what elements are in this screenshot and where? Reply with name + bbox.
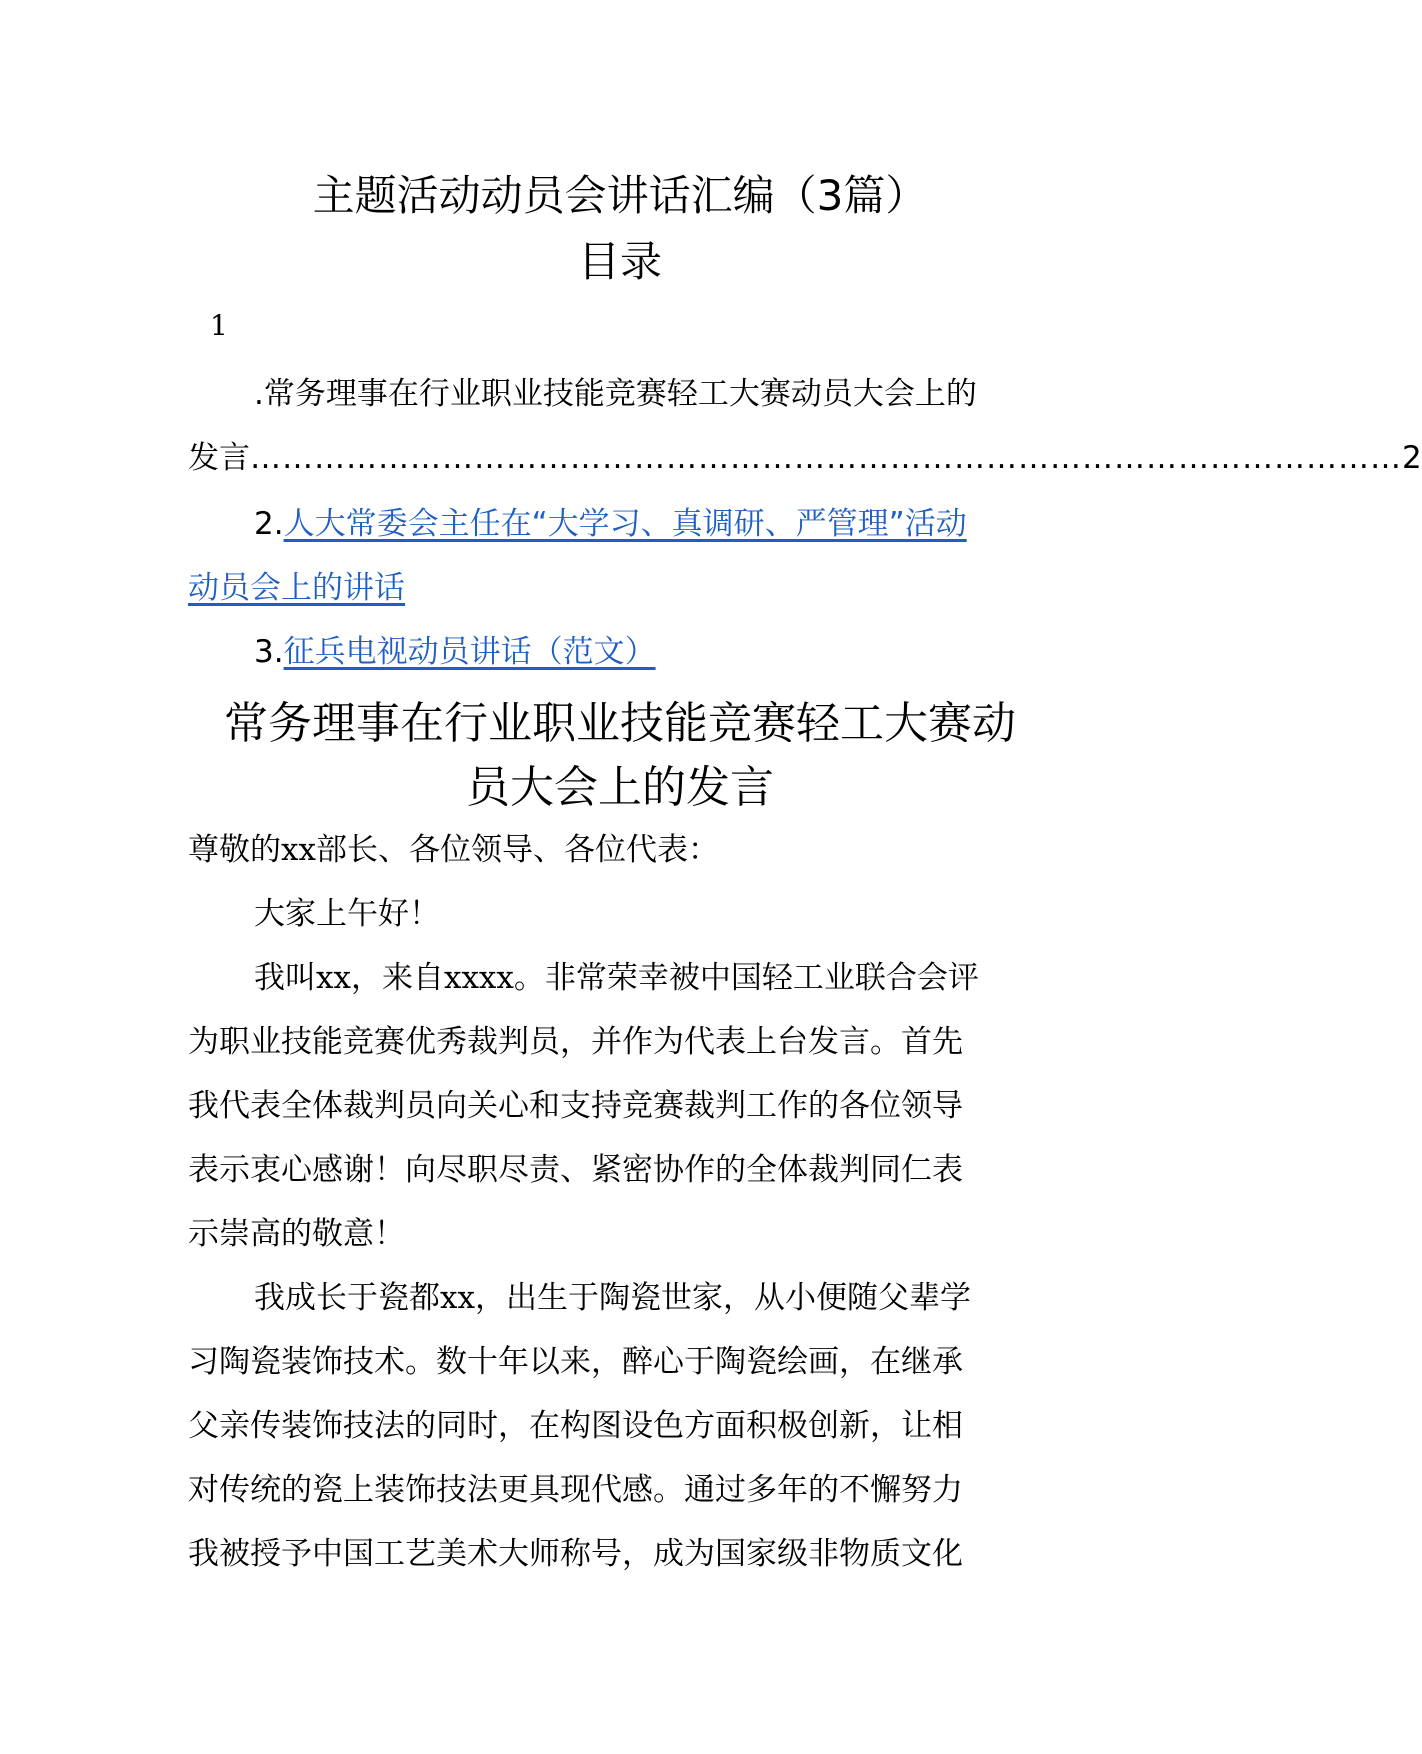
p1-text-b: xx [316,960,351,996]
p2-text-a: 我成长于瓷都 [254,1280,440,1316]
p1-text-d: xxxx [443,960,514,996]
toc-item-2-number: 2. [254,506,284,542]
p2-text-c: ，出生于陶瓷世家，从小便随父辈学 [474,1280,971,1316]
toc-item-2-link[interactable]: 人大常委会主任在“大学习、真调研、严管理”活动 [283,506,967,542]
paragraph-2-line-4: 对传统的瓷上装饰技法更具现代感。通过多年的不懈努力 [188,1472,963,1508]
toc-item-3-link[interactable]: 征兵电视动员讲话（范文） [283,634,656,670]
p1-text-c: ，来自 [350,960,444,996]
toc-heading: 目录 [577,237,662,286]
paragraph-1-line-5: 示崇高的敬意！ [188,1216,405,1252]
salutation-part-b: xx [281,832,316,868]
speech-title-line-1: 常务理事在行业职业技能竞赛轻工大赛动 [224,698,1016,749]
toc-page-number: 2 [1402,440,1422,476]
salutation [188,828,719,872]
p1-text-a: 我叫 [254,960,316,996]
paragraph-1-line-3: 我代表全体裁判员向关心和支持竞赛裁判工作的各位领导 [188,1088,963,1124]
greeting: 大家上午好！ [254,896,440,932]
toc-item-2-line2 [188,566,405,610]
speech-title-line-2: 员大会上的发言 [466,762,774,813]
salutation-part-c: 部长、各位领导、各位代表： [315,832,719,868]
toc-number: 1 [210,309,228,342]
p1-text-e: 。非常荣幸被中国轻工业联合会评 [513,960,979,996]
toc-item-2-link-continuation[interactable]: 动员会上的讲话 [188,570,405,606]
toc-item-1-cont-text: 发言 [188,440,250,476]
p2-text-b: xx [440,1280,475,1316]
paragraph-1-line-2: 为职业技能竞赛优秀裁判员，并作为代表上台发言。首先 [188,1024,963,1060]
toc-item-1-continuation[interactable] [188,436,1422,480]
paragraph-2-line-2: 习陶瓷装饰技术。数十年以来，醉心于陶瓷绘画，在继承 [188,1344,963,1380]
paragraph-2-line-1 [254,1276,971,1320]
toc-item-3 [254,630,656,674]
document-title: 主题活动动员会讲话汇编（3篇） [312,171,928,220]
salutation-part-a: 尊敬的 [188,832,281,868]
toc-item-1[interactable]: .常务理事在行业职业技能竞赛轻工大赛动员大会上的 [254,376,977,412]
paragraph-1-line-4: 表示衷心感谢！向尽职尽责、紧密协作的全体裁判同仁表 [188,1152,963,1188]
paragraph-2-line-3: 父亲传装饰技法的同时，在构图设色方面积极创新，让相 [188,1408,963,1444]
toc-leader-dots: ……………………………………………………………………………………………… [250,440,1402,476]
toc-item-3-number: 3. [254,634,284,670]
toc-item-2 [254,502,967,546]
paragraph-2-line-5: 我被授予中国工艺美术大师称号，成为国家级非物质文化 [188,1536,963,1572]
paragraph-1-line-1 [254,956,979,1000]
